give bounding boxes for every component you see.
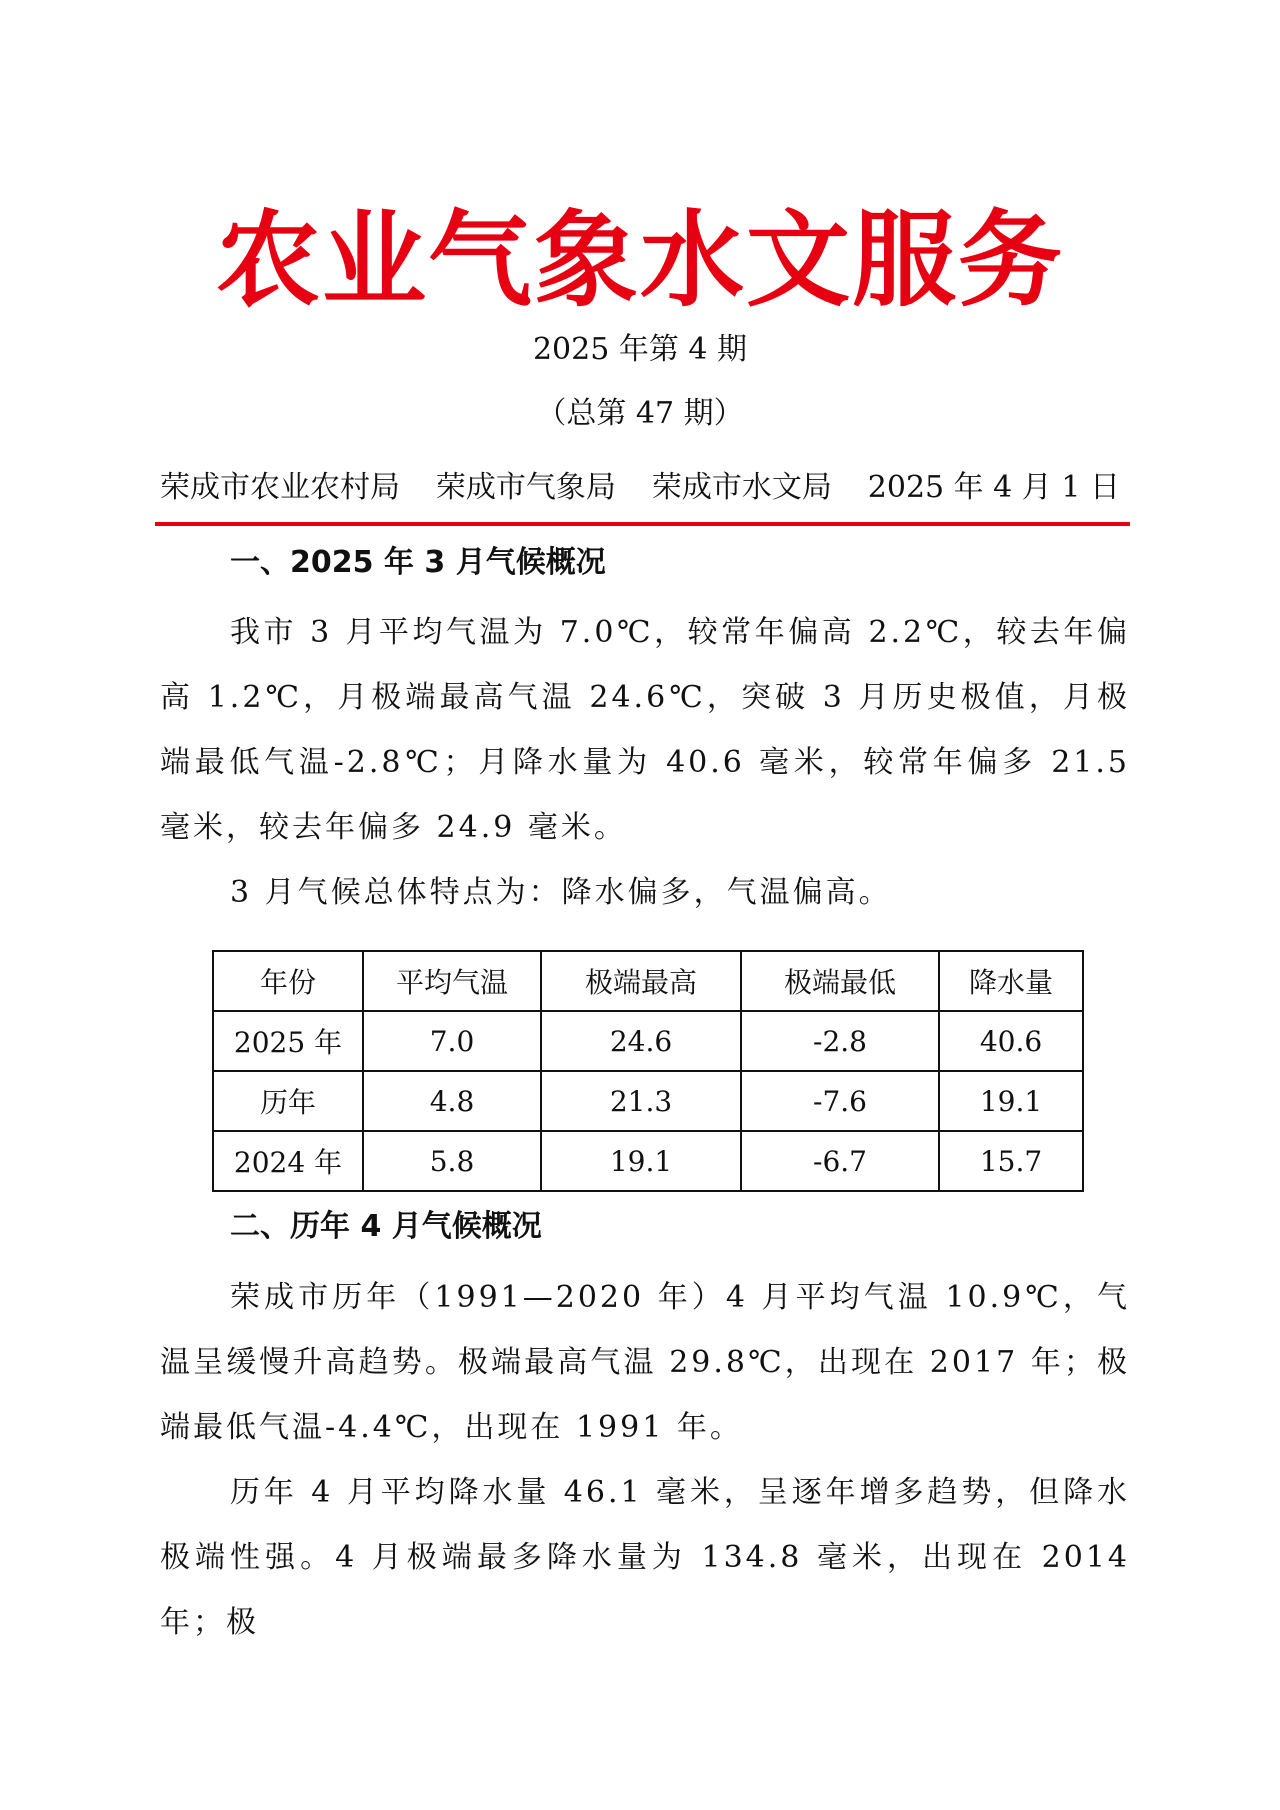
table-row xyxy=(213,1131,1083,1191)
table-cell: 2025 年 xyxy=(213,1011,363,1071)
table-cell: 2024 年 xyxy=(213,1131,363,1191)
total-issue-number: （总第 47 期） xyxy=(536,396,744,431)
table-header-cell: 降水量 xyxy=(939,951,1083,1011)
table-cell: 4.8 xyxy=(363,1071,541,1131)
issuer-hydrology-bureau: 荣成市水文局 xyxy=(651,470,832,505)
table-header-row xyxy=(213,951,1083,1011)
table-cell: 19.1 xyxy=(541,1131,741,1191)
section1-paragraph1: 我市 3 月平均气温为 7.0℃，较常年偏高 2.2℃，较去年偏高 1.2℃，月极端最高气温 24.6℃，突破 3 月历史极值，月极端最低气温-2.8℃；月降水量为 40.6 毫米，较常年偏多 21.5 毫米，较去年偏多 24.9 毫米。 xyxy=(160,615,1130,845)
table-row xyxy=(213,1071,1083,1131)
table-cell: 5.8 xyxy=(363,1131,541,1191)
issuer-agriculture-bureau: 荣成市农业农村局 xyxy=(160,470,400,505)
table-header-cell: 平均气温 xyxy=(363,951,541,1011)
issue-number: 2025 年第 4 期 xyxy=(532,332,748,367)
issuer-line xyxy=(160,468,1120,508)
table-cell: 19.1 xyxy=(939,1071,1083,1131)
table-cell: -6.7 xyxy=(741,1131,939,1191)
section1-paragraph2: 3 月气候总体特点为：降水偏多，气温偏高。 xyxy=(230,875,892,910)
table-cell: 15.7 xyxy=(939,1131,1083,1191)
climate-table xyxy=(212,950,1084,1192)
table-header-cell: 极端最低 xyxy=(741,951,939,1011)
section1-heading: 一、2025 年 3 月气候概况 xyxy=(230,545,606,580)
table-header-cell: 年份 xyxy=(213,951,363,1011)
issuer-meteorological-bureau: 荣成市气象局 xyxy=(435,470,616,505)
table-header-cell: 极端最高 xyxy=(541,951,741,1011)
section2-paragraph1: 荣成市历年（1991—2020 年）4 月平均气温 10.9℃，气温呈缓慢升高趋势。极端最高气温 29.8℃，出现在 2017 年；极端最低气温-4.4℃，出现在 1991 年。 xyxy=(160,1280,1130,1445)
table-row xyxy=(213,1011,1083,1071)
red-divider xyxy=(155,522,1130,526)
table-cell: 24.6 xyxy=(541,1011,741,1071)
masthead-title: 农业气象水文服务 xyxy=(215,198,1064,321)
table-cell: 历年 xyxy=(213,1071,363,1131)
section2-heading: 二、历年 4 月气候概况 xyxy=(230,1209,542,1244)
table-cell: 7.0 xyxy=(363,1011,541,1071)
table-cell: -7.6 xyxy=(741,1071,939,1131)
table-cell: 40.6 xyxy=(939,1011,1083,1071)
table-cell: -2.8 xyxy=(741,1011,939,1071)
issue-date: 2025 年 4 月 1 日 xyxy=(867,470,1120,505)
section2-paragraph2: 历年 4 月平均降水量 46.1 毫米，呈逐年增多趋势，但降水极端性强。4 月极端最多降水量为 134.8 毫米，出现在 2014 年；极 xyxy=(160,1475,1130,1640)
table-cell: 21.3 xyxy=(541,1071,741,1131)
